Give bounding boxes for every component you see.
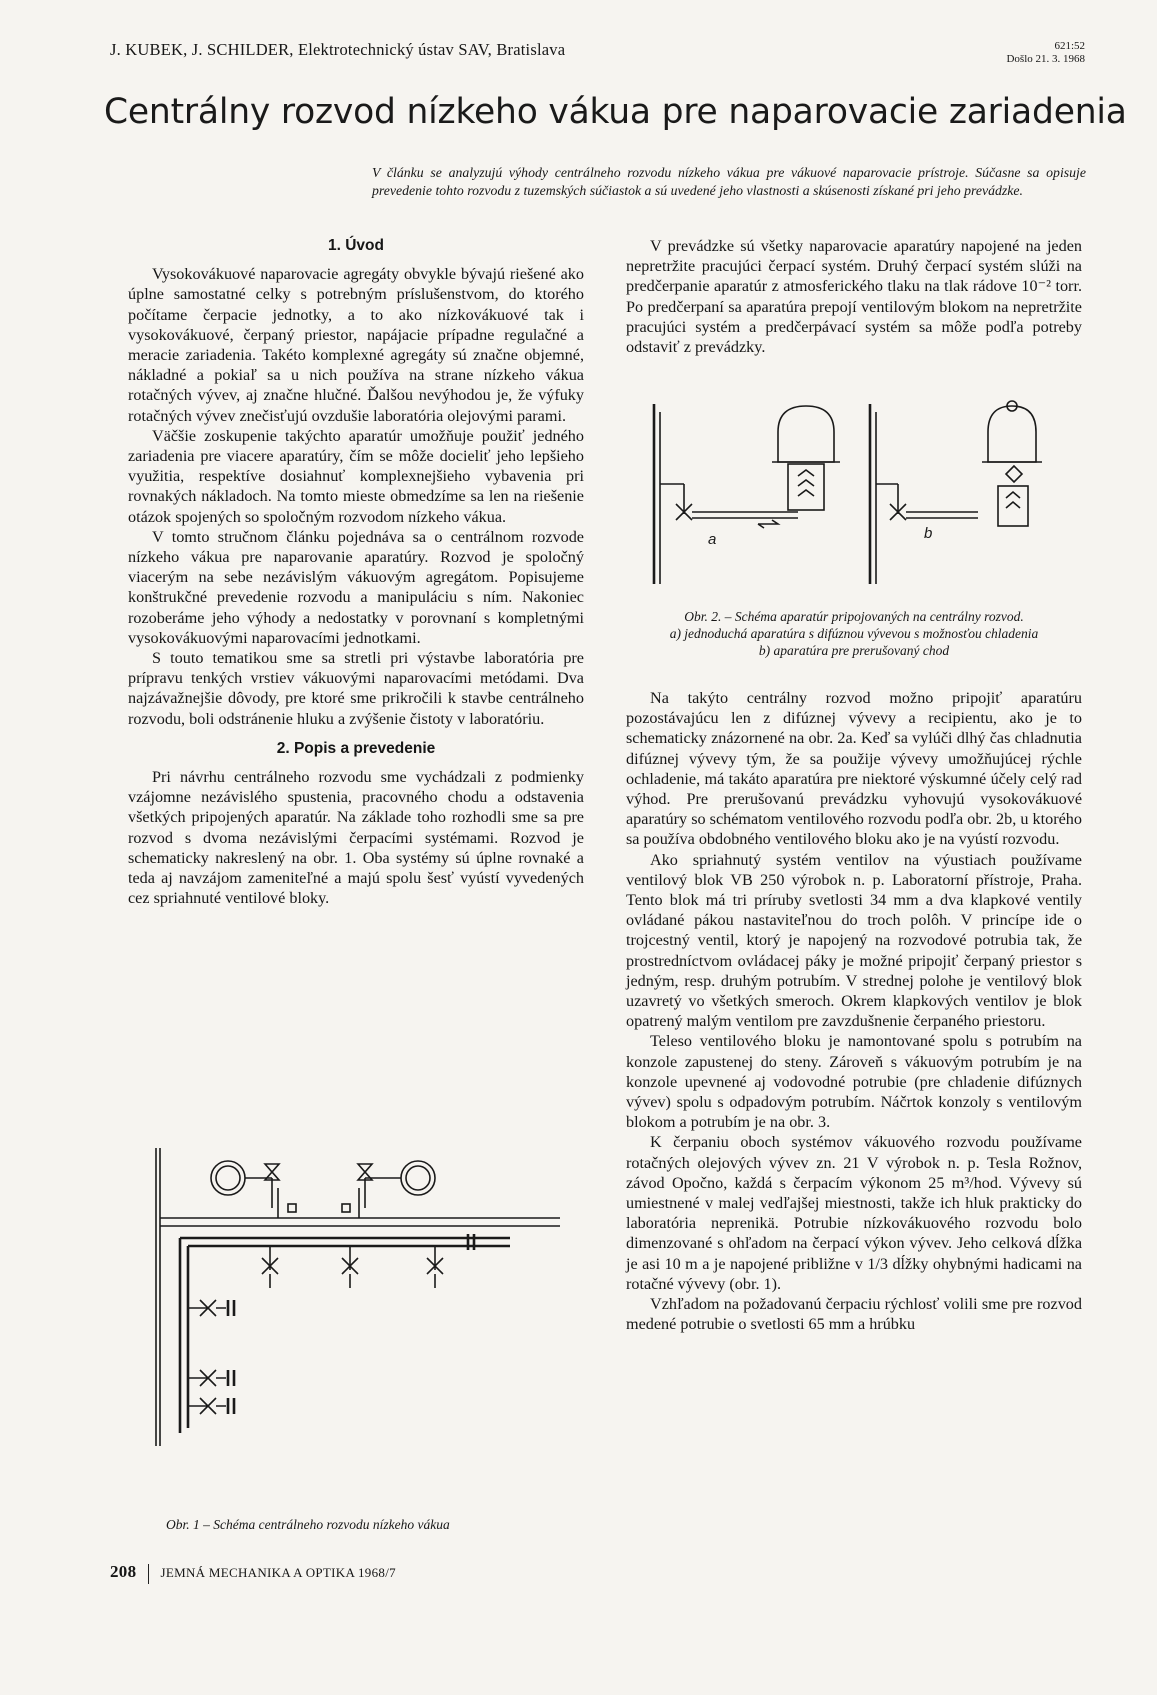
paragraph: Na takýto centrálny rozvod možno pripojiť aparatúru pozostávajúcu len z difúznej vývevy a recipientu, ako je to schematicky znázornené na obr. 2a. Keď sa vylúči dlhý čas chladnutia difúznej vývevy tým, že sa použije vývevy umožňujúcej rýchle ochladenie, má takáto aparatúra pre niektoré výskumné účely celý rad výhod. Pre prerušovanú prevádzku vyhovujú vysokovákuové aparatúry so schématom ventilového rozvodu podľa obr. 2b, u ktorého sa používa obdobného ventilového bloku ako je na vyústí rozvodu. [626, 689, 1082, 849]
paragraph: Teleso ventilového bloku je namontované spolu s potrubím na konzole zapustenej do steny. Zároveň s vákuovým potrubím je na konzole upevnené aj vodovodné potrubie (pre chladenie difúznych vývev) spolu s odpadovým potrubím. Náčrtok konzoly s ventilovým blokom a potrubím je na obr. 3. [626, 1032, 1082, 1132]
paragraph: Pri návrhu centrálneho rozvodu sme vychádzali z podmienky vzájomne nezávislého spustenia, pracovného chodu a odstavenia všetkých pripojených aparatúr. Na základe toho rozhodli sme sa pre rozvod s dvoma nezávislými čerpacími systémami. Rozvod je schematicky nakreslený na obr. 1. Oba systémy sú úplne rovnaké a teda aj navzájom zameniteľné a majú spolu šesť vyústí vyvedených cez spriahnuté ventilové bloky. [128, 768, 584, 908]
section-heading-intro: 1. Úvod [328, 237, 384, 254]
paragraph: V prevádzke sú všetky naparovacie aparatúry napojené na jeden nepretržite pracujúci čerpací systém. Druhý čerpací systém slúži na predčerpanie aparatúr z atmosferického tlaku na tlak rádove 10⁻² torr. Po predčerpaní sa aparatúra prepojí ventilovým blokom na nepretržite pracujúci systém a predčerpávací systém sa môže podľa potreby odstaviť z prevádzky. [626, 237, 1082, 357]
journal-name: JEMNÁ MECHANIKA A OPTIKA 1968/7 [160, 1565, 396, 1580]
paragraph: K čerpaniu oboch systémov vákuového rozvodu používame rotačných olejových vývev zn. 21 V výrobok n. p. Tesla Rožnov, závod Opočno, každá s čerpacím výkonom 25 m³/hod. Vývevy sú umiestnené v malej vedľajšej miestnosti, takže ich hluk prakticky do laboratória neprenikä. Potrubie nízkovákuového rozvodu bolo dimenzované s ohľadom na čerpací výkon vývev. Jeho celková dĺžka je asi 10 m a je napojené približne v 1/3 dĺžky ohybnými hadicami na rotačné vývevy (obr. 1). [626, 1133, 1082, 1293]
udc-block [1006, 40, 1085, 66]
paragraph: S touto tematikou sme sa stretli pri výstavbe laboratória pre prípravu tenkých vrstiev vákuovými naparovacími metódami. Dva najzávažnejšie dôvody, pre ktoré sme prikročili k stavbe centrálneho rozvodu, boli odstránenie hluku a zvýšenie čistoty v laboratóriu. [128, 649, 584, 728]
figure-1-caption: Obr. 1 – Schéma centrálneho rozvodu nízkeho vákua [166, 1517, 450, 1532]
received-date: Došlo 21. 3. 1968 [1006, 53, 1085, 65]
figure-2b-label: b [924, 525, 933, 542]
figure-2-apparatus-diagram [648, 404, 1088, 596]
paragraph: V tomto stručnom článku pojednáva sa o centrálnom rozvode nízkeho vákua pre naparovanie aparatúry. Rozvod je spoločný viacerým na sebe nezávislým vákuovým agregátom. Popisujeme konštrukčné prevedenie rozvodu a manipuláciu s ním. Nakoniec rozoberáme jeho výhody a nedostatky v porovnaní s kompletnými vysokovákuovými naparovacími jednotkami. [128, 527, 584, 647]
page-footer [110, 1562, 396, 1584]
paragraph: Väčšie zoskupenie takýchto aparatúr umožňuje použiť jedného zariadenia pre viacere aparatúry, čím se môže docieliť jeho lepšieho využitia, respektíve dosiahnuť komplexnejšieho vybavenia pri rovnakých nákladoch. Na tomto mieste obmedzíme sa len na riešenie otázok spojených so spoločným rozvodom nízkeho vákua. [128, 426, 584, 526]
right-column [626, 236, 1082, 357]
udc-code: 621:52 [1054, 40, 1085, 52]
figure-2-caption-line: a) jednoduchá aparatúra s difúznou vývevou s možnosťou chladenia [669, 626, 1039, 641]
figure-2-caption-line: b) aparatúra pre prerušovaný chod [758, 643, 950, 658]
figure-2-caption-line: Obr. 2. – Schéma aparatúr pripojovaných na centrálny rozvod. [684, 609, 1024, 624]
right-column-continued [626, 688, 1082, 1335]
page-number: 208 [110, 1562, 137, 1581]
figure-1-vacuum-distribution-diagram [150, 1148, 570, 1446]
abstract: V článku se analyzujú výhody centrálneho rozvodu nízkeho vákua pre vákuové naparovacie prístroje. Súčasne sa opisuje prevedenie tohto rozvodu z tuzemských súčiastok a sú uvedené jeho vlastnosti a skúsenosti získané pri jeho prevádzke. [372, 165, 1086, 198]
paragraph: Vzhľadom na požadovanú čerpaciu rýchlosť volili sme pre rozvod medené potrubie o svetlosti 65 mm a hrúbku [626, 1295, 1082, 1334]
figure-2a-label: a [708, 531, 717, 548]
paragraph: Ako spriahnutý systém ventilov na výustiach používame ventilový blok VB 250 výrobok n. p. Laboratorní přístroje, Praha. Tento blok má tri príruby svetlosti 34 mm a dva klapkové ventily ovládané pákou nastaviteľnou do troch polôh. V princípe ide o trojcestný ventil, ktorý je napojený na rozvodové potrubia tak, že prostredníctvom ovládacej páky je možné pripojiť čerpaný priestor s jedným, resp. druhým potrubím. V strednej polohe je ventilový blok uzavretý vo všetkých smeroch. Okrem klapkových ventilov je blok opatrený malým ventilom pre zavzdušnenie čerpaného priestoru. [626, 850, 1082, 1031]
figure-2-caption [626, 608, 1082, 659]
paragraph: Vysokovákuové naparovacie agregáty obvykle bývajú riešené ako úplne samostatné celky s potrebným príslušenstvom, do ktorého počítame čerpacie jednotky, a to ako nízkovákuové tak i vysokovákuové, čerpaný priestor, napájacie prípadne regulačné a meracie zariadenia. Takéto komplexné agregáty sú značne objemné, nákladné a pokiaľ sa u nich používa na strane nízkeho vákua rotačných vývev, aj značne hlučné. Ďalšou nevýhodou je, že výfuky rotačných vývev znečisťujú ovzdušie laboratória olejovými parami. [128, 265, 584, 425]
section-heading-description: 2. Popis a prevedenie [276, 739, 436, 757]
left-column [128, 236, 584, 909]
article-title: Centrálny rozvod nízkeho vákua pre naparovacie zariadenia [104, 92, 1127, 132]
author-line: J. KUBEK, J. SCHILDER, Elektrotechnický ústav SAV, Bratislava [110, 40, 566, 59]
footer-divider [148, 1564, 149, 1584]
